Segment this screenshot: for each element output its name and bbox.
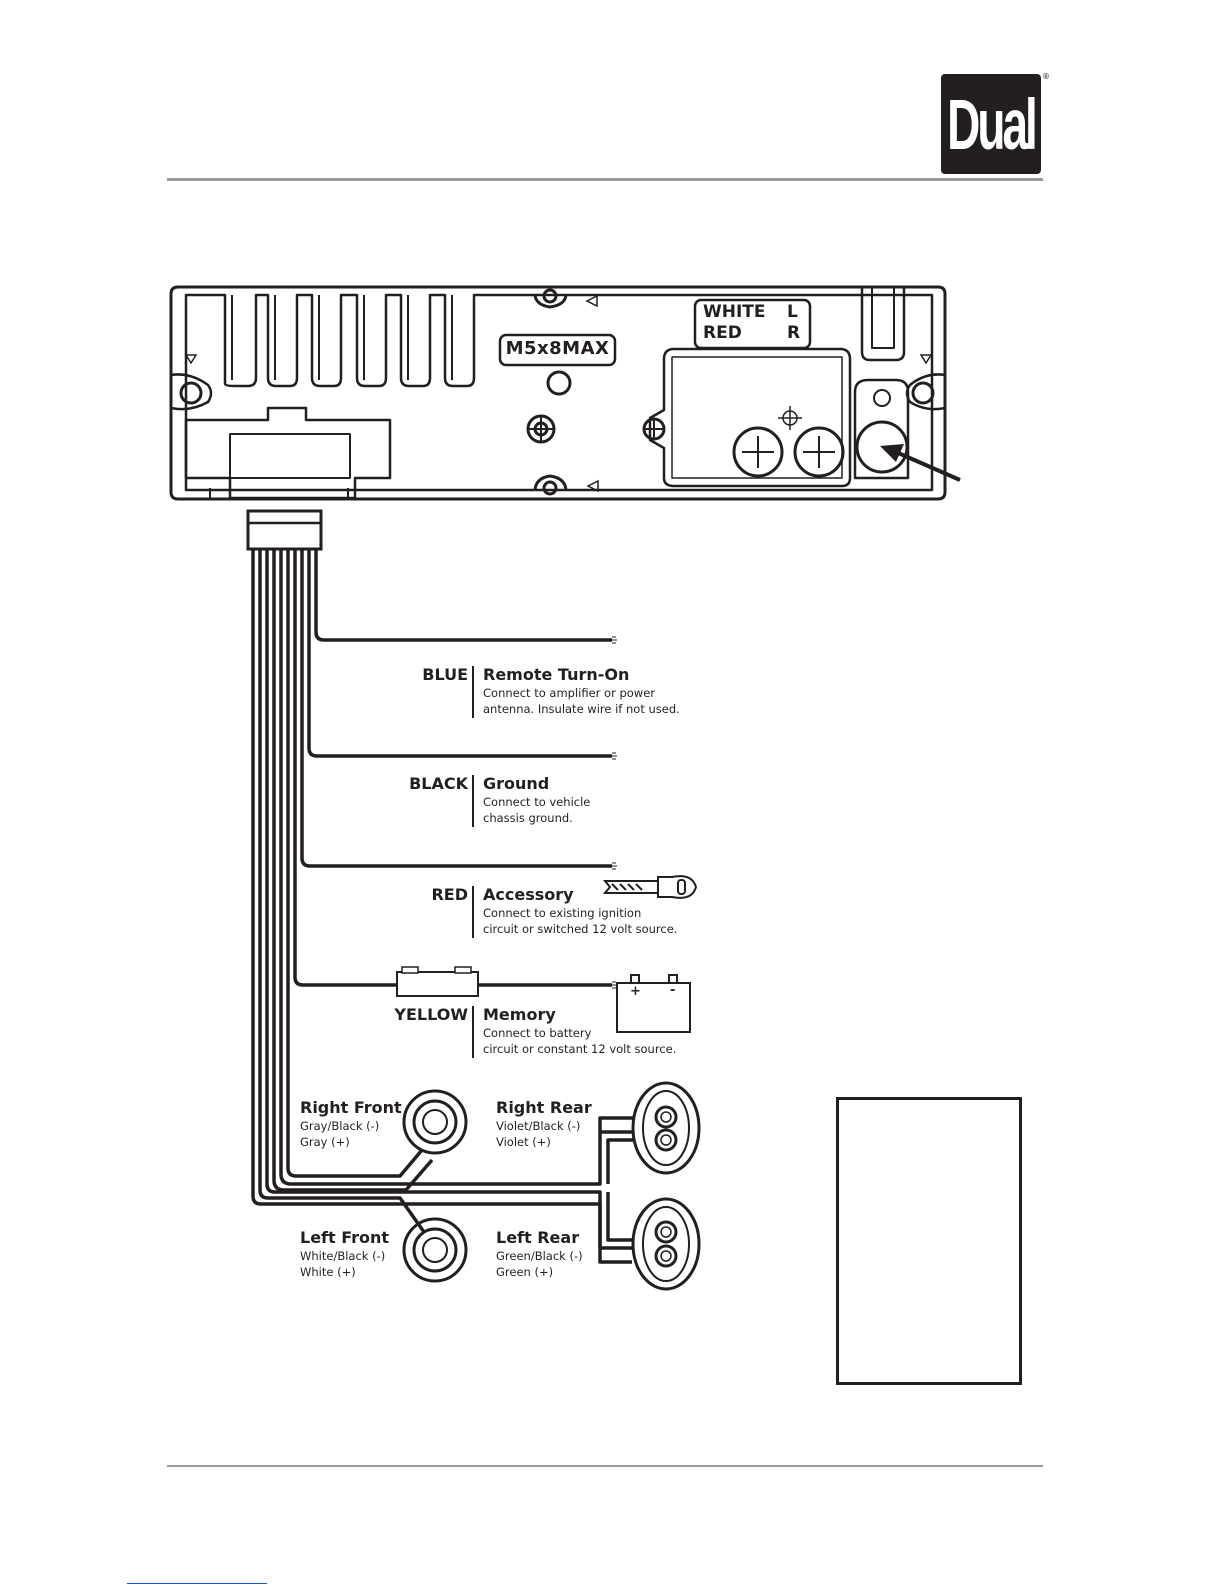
registered-mark: ®: [1042, 72, 1050, 81]
speaker-left-front-pos: White (+): [300, 1265, 356, 1279]
speaker-left-rear-neg: Green/Black (-): [496, 1249, 583, 1263]
screw-size-label: M5x8MAX: [505, 338, 610, 359]
speaker-left-front-neg: White/Black (-): [300, 1249, 386, 1263]
footer-rule: [167, 1465, 1043, 1467]
speaker-right-front-title: Right Front: [300, 1098, 402, 1117]
speaker-left-front-title: Left Front: [300, 1228, 390, 1247]
rca-right-label: R: [787, 323, 801, 343]
battery-minus: -: [670, 983, 676, 998]
speaker-left-rear-title: Left Rear: [496, 1228, 580, 1247]
wire-desc-ground-2: chassis ground.: [483, 811, 573, 825]
callout-bar: [472, 886, 474, 938]
wire-desc-accessory-1: Connect to existing ignition: [483, 906, 642, 920]
wire-color-red: RED: [431, 885, 468, 904]
speaker-left-rear-pos: Green (+): [496, 1265, 554, 1279]
speaker-right-front-pos: Gray (+): [300, 1135, 350, 1149]
rca-white-label: WHITE: [703, 302, 766, 322]
wire-desc-accessory-2: circuit or switched 12 volt source.: [483, 922, 678, 936]
wire-title-ground: Ground: [483, 774, 550, 793]
callout-bar: [472, 775, 474, 827]
callout-bar: [472, 666, 474, 718]
wire-color-blue: BLUE: [422, 665, 468, 684]
wire-desc-memory-1: Connect to battery: [483, 1026, 592, 1040]
wire-title-memory: Memory: [483, 1005, 556, 1024]
speaker-right-rear-pos: Violet (+): [496, 1135, 551, 1149]
wire-color-yellow: YELLOW: [394, 1005, 468, 1024]
rca-left-label: L: [787, 302, 798, 322]
wire-color-black: BLACK: [409, 774, 468, 793]
wire-desc-memory-2: circuit or constant 12 volt source.: [483, 1042, 677, 1056]
rca-red-label: RED: [703, 323, 742, 343]
battery-plus: +: [630, 984, 641, 999]
speaker-right-rear-title: Right Rear: [496, 1098, 592, 1117]
wire-title-remote: Remote Turn-On: [483, 665, 630, 684]
footer-link-underline: [127, 1583, 267, 1584]
speaker-right-rear-neg: Violet/Black (-): [496, 1119, 581, 1133]
wire-title-accessory: Accessory: [483, 885, 574, 904]
callout-bar: [472, 1006, 474, 1058]
wire-desc-remote-1: Connect to amplifier or power: [483, 686, 656, 700]
note-box: [836, 1097, 1022, 1385]
wire-black: [309, 549, 612, 756]
wire-desc-remote-2: antenna. Insulate wire if not used.: [483, 702, 680, 716]
wire-desc-ground-1: Connect to vehicle: [483, 795, 591, 809]
brand-logo: Dual: [941, 74, 1041, 174]
speaker-right-front-neg: Gray/Black (-): [300, 1119, 380, 1133]
wire-blue: [316, 549, 612, 640]
